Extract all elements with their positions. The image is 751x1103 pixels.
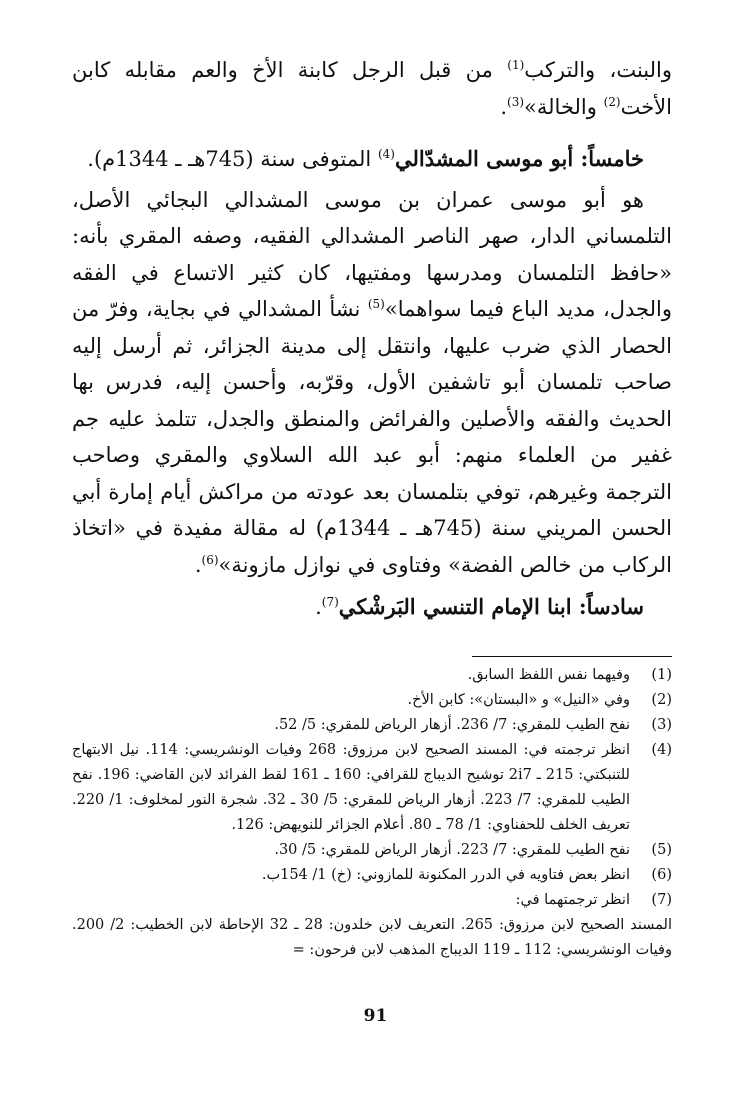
section-heading-label: خامساً: أبو موسى المشدّالي (394, 146, 644, 171)
footnotes-list (72, 663, 672, 913)
biography-paragraph (72, 182, 672, 584)
footnote-item (72, 888, 672, 913)
page-body (72, 52, 672, 963)
footnote-number: (4) (651, 741, 672, 758)
intro-text: من قبل الرجل كابنة الأخ والعم مقابله كابن الأخت (72, 58, 672, 119)
footnote-text: نفح الطيب للمقري: 7/ 223. أزهار الرياض للمقري: 5/ 30. (274, 841, 630, 858)
section-heading-rest: . (315, 595, 322, 619)
paragraph-text: هو أبو موسى عمران بن موسى المشدالي البجائي الأصل، التلمساني الدار، صهر الناصر المشدالي الفقيه، وصفه المقري بأنه: «حافظ التلمسان ومدرسها ومفتيها، كان كثير الاتساع في الفقه والجدل، مديد الباع فيما سواهما» (72, 187, 672, 321)
footnote-ref: (2) (603, 94, 621, 109)
footnote-number: (1) (651, 666, 672, 683)
footnote-continuation: المسند الصحيح لابن مرزوق: 265. التعريف لابن خلدون: 28 ـ 32 الإحاطة لابن الخطيب: 2/ 200. وفيات الونشريسي: 112 ـ 119 الديباج المذهب لابن فرحون: = (72, 916, 672, 958)
footnote-text: انظر ترجمتهما في: (515, 891, 630, 908)
footnote-item (72, 738, 672, 838)
footnote-text: انظر بعض فتاويه في الدرر المكنونة للمازوني: (خ) 1/ 154ب. (261, 866, 630, 883)
footnote-number: (2) (651, 691, 672, 708)
footnote-text: وفي «النيل» و «البستان»: كابن الأخ. (407, 691, 630, 708)
footnote-divider (472, 656, 672, 657)
footnote-ref: (7) (321, 595, 339, 609)
intro-text: والخالة» (524, 94, 604, 119)
paragraph-text: . (194, 552, 202, 577)
footnote-number: (7) (651, 891, 672, 908)
footnote-ref: (6) (201, 552, 219, 567)
footnote-ref: (1) (507, 58, 525, 72)
footnote-text: نفح الطيب للمقري: 7/ 236. أزهار الرياض للمقري: 5/ 52. (274, 716, 630, 733)
footnote-item (72, 663, 672, 688)
footnote-ref: (5) (367, 297, 385, 311)
intro-paragraph (72, 52, 672, 125)
intro-text: . (500, 94, 508, 119)
section-heading-5 (72, 141, 672, 178)
footnote-item (72, 688, 672, 713)
section-heading-label: سادساً: ابنا الإمام التنسي البَرشْكي (338, 594, 644, 619)
footnote-item (72, 838, 672, 863)
paragraph-text: نشأ المشدالي في بجاية، وفرّ من الحصار الذي ضرب عليها، وانتقل إلى مدينة الجزائر، ثم أرسل إليه صاحب تلمسان أبو تاشفين الأول، وقرّبه، وأحسن إليه، فدرس بها الحديث والفقه والأصلين والفرائض والمنطق والجدل، تتلمذ عليه جم غفير من العلماء منهم: أبو عبد الله السلاوي والمقري وصاحب الترجمة وغيرهم، توفي بتلمسان بعد عودته من مراكش أيام إمارة أبي الحسن المريني سنة (745هـ ـ 1344م) له مقالة مفيدة في «اتخاذ الركاب من خالص الفضة» وفتاوى في نوازل مازونة» (72, 297, 672, 577)
footnote-item (72, 863, 672, 888)
page-number: 91 (363, 1006, 388, 1026)
footnote-ref: (3) (507, 94, 525, 109)
footnote-text: وفيهما نفس اللفظ السابق. (467, 666, 630, 683)
section-heading-6 (72, 589, 672, 626)
footnote-ref: (4) (377, 147, 395, 161)
footnote-number: (5) (651, 841, 672, 858)
footnote-text: انظر ترجمته في: المسند الصحيح لابن مرزوق: 268 وفيات الونشريسي: 114. نيل الابتهاج للتنبكتي: 215 ـ 2i7 توشيح الديباج للقرافي: 160 ـ 161 لقط الفرائد لابن القاضي: 196. نفح الطيب للمقري: 7/ 223. أزهار الرياض للمقري: 5/ 30 ـ 32. شجرة النور لمخلوف: 1/ 220. تعريف الخلف للحفناوي: 1/ 78 ـ 80. أعلام الجزائر للنويهض: 126. (72, 741, 630, 833)
section-heading-rest: المتوفى سنة (745هـ ـ 1344م). (87, 147, 378, 171)
footnote-item (72, 713, 672, 738)
footnote-number: (3) (651, 716, 672, 733)
intro-text: والبنت، والتركب (524, 58, 672, 82)
footnote-number: (6) (651, 866, 672, 883)
